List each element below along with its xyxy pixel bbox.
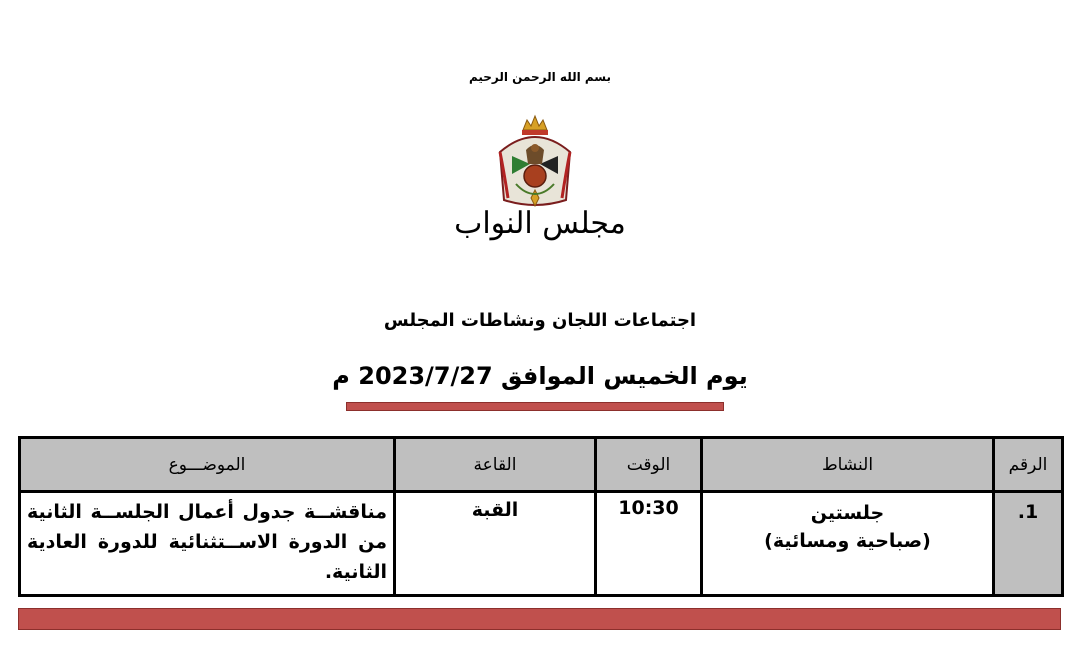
date-underline-bar [346, 402, 724, 411]
cell-hall: القبة [395, 492, 596, 596]
column-header-topic: الموضـــوع [20, 438, 395, 492]
table-header-row [20, 438, 1063, 492]
column-header-time: الوقت [596, 438, 702, 492]
column-header-activity: النشاط [702, 438, 994, 492]
column-header-number: الرقم [994, 438, 1063, 492]
table-row [20, 492, 1063, 596]
schedule-table [18, 436, 1064, 597]
cell-topic: مناقشــة جدول أعمال الجلســة الثانية من الدورة الاســتثنائية للدورة العادية الثانية. [20, 492, 395, 596]
institution-logotype: مجلس النواب [454, 206, 626, 241]
activity-line: جلستين [810, 502, 885, 524]
coat-of-arms-emblem [490, 112, 580, 212]
cell-activity [702, 492, 994, 596]
activity-line: (صباحية ومسائية) [764, 530, 931, 552]
date-heading: يوم الخميس الموافق 2023/7/27 م [332, 362, 748, 390]
basmala: بسم الله الرحمن الرحيم [468, 70, 612, 84]
column-header-hall: القاعة [395, 438, 596, 492]
cell-number: 1. [994, 492, 1063, 596]
footer-accent-bar [18, 608, 1061, 630]
cell-time: 10:30 [596, 492, 702, 596]
page-title: اجتماعات اللجان ونشاطات المجلس [383, 310, 697, 331]
